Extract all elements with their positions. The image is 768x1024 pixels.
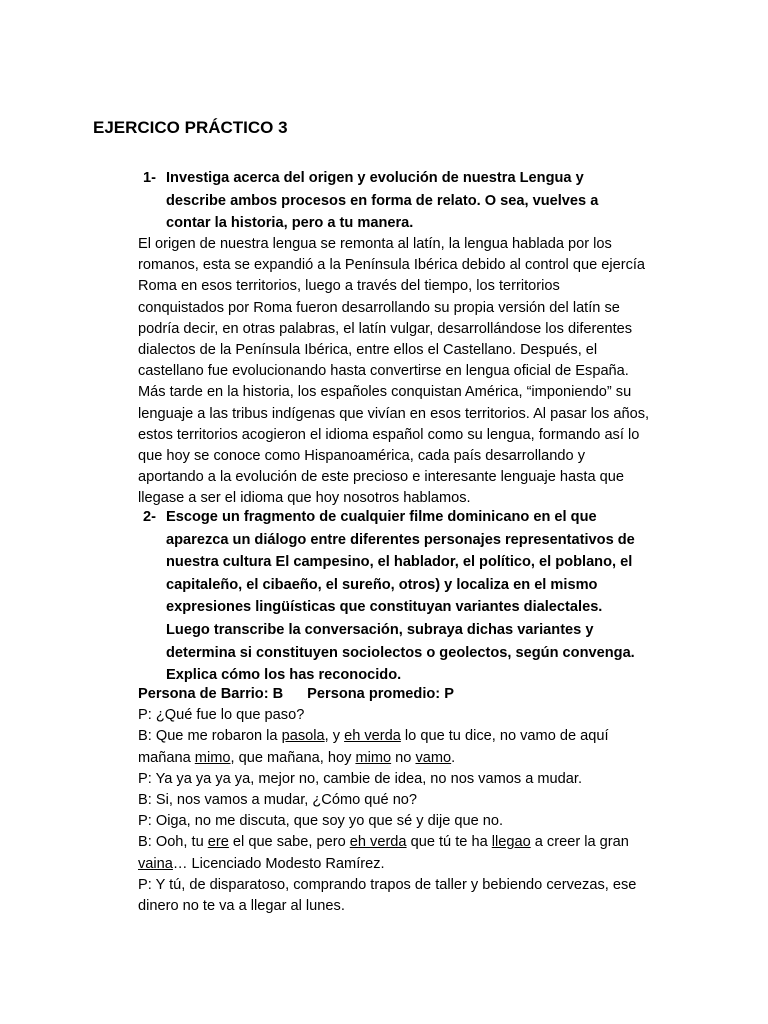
dialectal-variant: eh verda [349, 834, 407, 851]
question-2-number: 2- [143, 509, 156, 525]
dialectal-variant: mimo [355, 749, 392, 766]
dialogue-line [138, 748, 636, 769]
dialogue-text: dinero no te va a llegar al lunes. [138, 897, 345, 914]
question-2-line: Luego transcribe la conversación, subraya dichas variantes y [166, 621, 594, 638]
question-2-line: aparezca un diálogo entre diferentes personajes representativos de [166, 531, 635, 548]
dialogue-line [138, 705, 636, 726]
question-2-line: expresiones lingüísticas que constituyan variantes dialectales. [166, 599, 603, 616]
dialogue-text: no [391, 749, 416, 766]
dialogue-text: . [451, 749, 456, 766]
answer-1-line: Más tarde en la historia, los españoles conquistan América, “imponiendo” su [138, 384, 632, 401]
answer-1-line: llegase a ser el idioma que hoy nosotros hablamos. [138, 490, 471, 507]
dialogue-line [138, 769, 636, 790]
dialectal-variant: eh verda [344, 728, 401, 745]
answer-1-line: que hoy se conoce como Hispanoamérica, cada país desarrollando y [138, 447, 585, 464]
dialogue-text: que tú te ha [406, 834, 492, 851]
page-title: EJERCICO PRÁCTICO 3 [93, 118, 288, 137]
question-2-line: Explica cómo los has reconocido. [166, 667, 402, 684]
question-1-number: 1- [143, 170, 156, 186]
answer-1-line: aportando a la evolución de este precioso e interesante lenguaje hasta que [138, 469, 624, 486]
answer-1-line: castellano fue evolucionando hasta convertirse en lengua oficial de España. [138, 363, 629, 380]
legend-barrio: Persona de Barrio: B [138, 686, 284, 702]
dialogue-line [138, 811, 636, 832]
dialectal-variant: mimo [194, 749, 231, 766]
answer-1-line: romanos, esta se expandió a la Península Ibérica debido al control que ejercía [138, 257, 646, 274]
dialogue-text: el que sabe, pero [228, 834, 350, 851]
dialectal-variant: vaina [138, 855, 173, 872]
answer-1 [138, 234, 649, 509]
answer-1-line: dialectos de la Península Ibérica, entre ellos el Castellano. Después, el [138, 341, 598, 358]
dialogue-text: lo que tu dice, no vamo de aquí [400, 728, 609, 745]
question-2 [138, 506, 635, 687]
question-2-line: capitaleño, el cibaeño, el sureño, otros) y localiza en el mismo [166, 576, 598, 593]
answer-1-line: lenguaje a las tribus indígenas que vivían en esos territorios. Al pasar los años, [138, 405, 650, 422]
dialogue-text: P: Ya ya ya ya ya, mejor no, cambie de idea, no nos vamos a mudar. [138, 770, 582, 787]
dialectal-variant: vamo [415, 749, 452, 766]
question-2-line: 2- Escoge un fragmento de cualquier filme dominicano en el que [138, 506, 635, 529]
dialogue-text: B: Que me robaron la [138, 728, 282, 745]
question-1-line: describe ambos procesos en forma de relato. O sea, vuelves a [166, 192, 599, 209]
question-1-line: 1- Investiga acerca del origen y evolución de nuestra Lengua y [138, 167, 598, 190]
question-2-line: determina si constituyen sociolectos o geolectos, según convenga. [166, 644, 635, 661]
dialogue [138, 684, 636, 917]
dialogue-line [138, 832, 636, 853]
dialogue-line [138, 875, 636, 896]
answer-1-line: Roma en esos territorios, luego a través del tiempo, los territorios [138, 278, 560, 295]
dialogue-text: B: Ooh, tu [138, 834, 208, 851]
speaker-legend [138, 684, 636, 705]
dialogue-line [138, 896, 636, 917]
dialogue-line [138, 790, 636, 811]
answer-1-line: conquistados por Roma fueron desarrollando su propia versión del latín se [138, 299, 620, 316]
dialectal-variant: llegao [491, 834, 531, 851]
dialogue-text: B: Si, nos vamos a mudar, ¿Cómo qué no? [138, 791, 418, 808]
answer-1-line: El origen de nuestra lengua se remonta al latín, la lengua hablada por los [138, 236, 612, 252]
question-1-line: contar la historia, pero a tu manera. [166, 215, 414, 232]
dialectal-variant: ere [207, 834, 229, 851]
dialogue-text: P: ¿Qué fue lo que paso? [138, 707, 305, 724]
answer-1-line: podría decir, en otras palabras, el latín vulgar, desarrollándose los diferentes [138, 320, 633, 337]
dialogue-text: a creer la gran [530, 834, 629, 851]
dialogue-text: , y [324, 728, 345, 745]
dialogue-text: P: Oiga, no me discuta, que soy yo que sé y dije que no. [138, 813, 504, 830]
dialogue-text: … Licenciado Modesto Ramírez. [172, 855, 385, 872]
dialogue-text: mañana [138, 749, 195, 766]
question-2-line: nuestra cultura El campesino, el hablador, el político, el poblano, el [166, 554, 633, 571]
dialogue-text: P: Y tú, de disparatoso, comprando trapos de taller y bebiendo cervezas, ese [138, 876, 637, 893]
question-1 [138, 167, 598, 235]
dialogue-line [138, 854, 636, 875]
dialogue-line [138, 726, 636, 747]
legend-promedio: Persona promedio: P [307, 686, 454, 702]
dialectal-variant: pasola [281, 728, 325, 745]
dialogue-text: , que mañana, hoy [230, 749, 356, 766]
answer-1-line: estos territorios acogieron el idioma español como su lengua, formando así lo [138, 426, 640, 443]
dialogue-lines [138, 705, 636, 917]
